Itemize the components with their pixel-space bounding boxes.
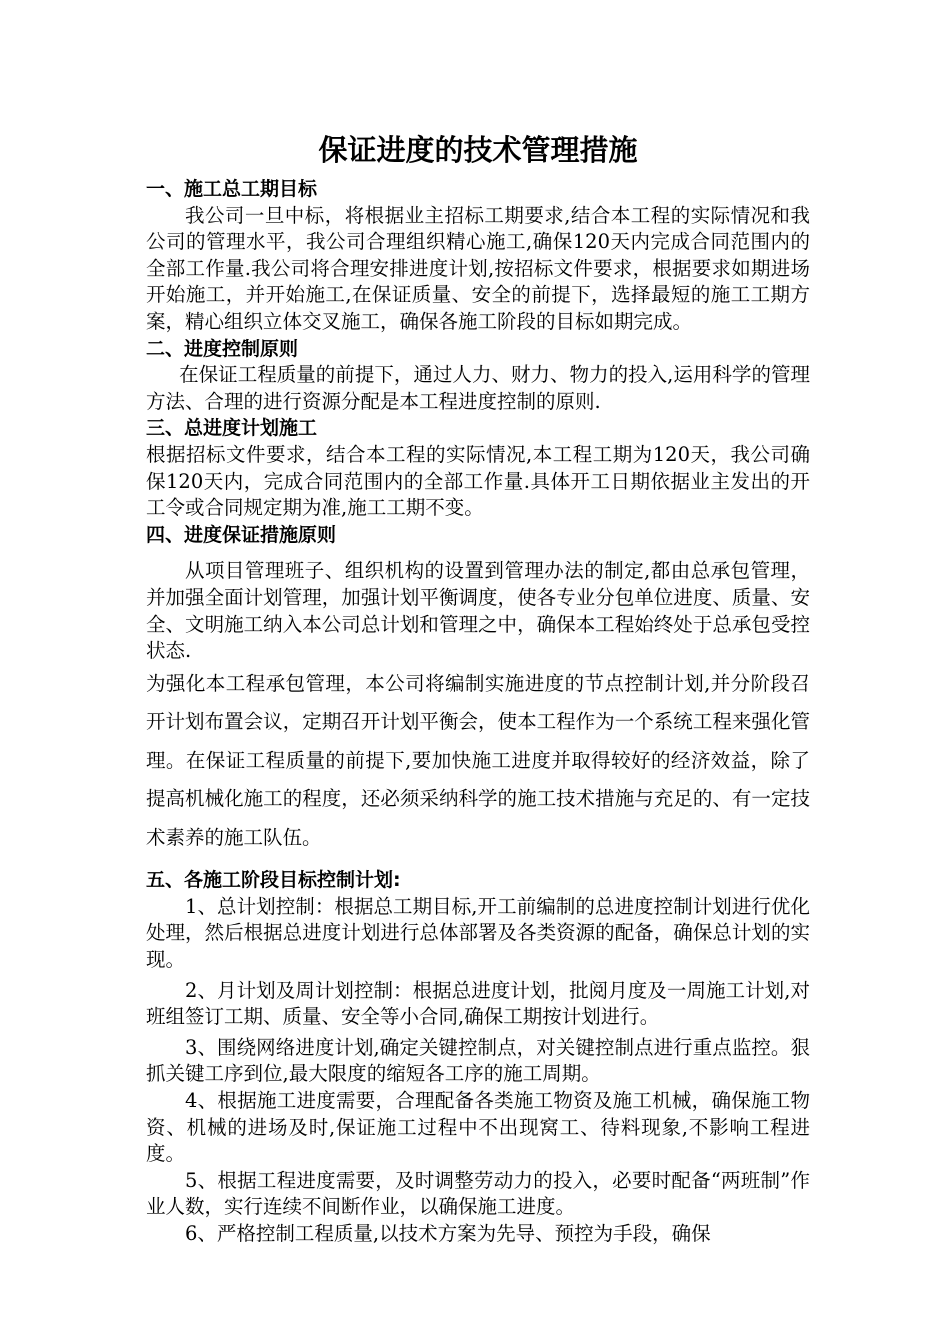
plan-item-6: 6、严格控制工程质量,以技术方案为先导、预控为手段，确保 (185, 1221, 711, 1245)
plan-item-5: 5、根据工程进度需要，及时调整劳动力的投入，必要时配备“两班制”作业人数，实行连续不间断作业，以确保施工进度。 (146, 1168, 810, 1219)
section-4-paragraph-1: 从项目管理班子、组织机构的设置到管理办法的制定,都由总承包管理，并加强全面计划管理，加强计划平衡调度，使各专业分包单位进度、质量、安全、文明施工纳入本公司总计划和管理之中，确保本工程始终处于总承包受控状态. (146, 559, 810, 663)
section-heading-4: 四、进度保证措施原则 (146, 523, 337, 546)
document-title: 保证进度的技术管理措施 (318, 133, 638, 167)
section-2-paragraph: 在保证工程质量的前提下，通过人力、财力、物力的投入,运用科学的管理方法、合理的进行资源分配是本工程进度控制的原则. (146, 363, 810, 413)
section-3-paragraph: 根据招标文件要求，结合本工程的实际情况,本工程工期为120天，我公司确保120天内，完成合同范围内的全部工作量.具体开工日期依据业主发出的开工令或合同规定期为准,施工工期不变。 (146, 442, 810, 520)
section-heading-2: 二、进度控制原则 (146, 337, 299, 360)
plan-item-3: 3、围绕网络进度计划,确定关键控制点，对关键控制点进行重点监控。狠抓关键工序到位,最大限度的缩短各工序的施工周期。 (146, 1035, 810, 1086)
document-page (146, 130, 810, 1248)
plan-item-1: 1、总计划控制：根据总工期目标,开工前编制的总进度控制计划进行优化处理，然后根据总进度计划进行总体部署及各类资源的配备，确保总计划的实现。 (146, 894, 810, 971)
section-4-paragraph-2: 为强化本工程承包管理，本公司将编制实施进度的节点控制计划,并分阶段召开计划布置会议，定期召开计划平衡会，使本工程作为一个系统工程来强化管理。在保证工程质量的前提下,要加快施工进度并取得较好的经济效益，除了提高机械化施工的程度，还必须采纳科学的施工技术措施与充足的、有一定技术素养的施工队伍。 (146, 671, 810, 849)
section-1-paragraph: 我公司一旦中标，将根据业主招标工期要求,结合本工程的实际情况和我公司的管理水平，我公司合理组织精心施工,确保120天内完成合同范围内的全部工作量.我公司将合理安排进度计划,按招标文件要求，根据要求如期进场开始施工，并开始施工,在保证质量、安全的前提下，选择最短的施工工期方案，精心组织立体交叉施工，确保各施工阶段的目标如期完成。 (146, 203, 810, 333)
plan-item-2: 2、月计划及周计划控制：根据总进度计划，批阅月度及一周施工计划,对班组签订工期、质量、安全等小合同,确保工期按计划进行。 (146, 978, 810, 1029)
section-heading-3: 三、总进度计划施工 (146, 417, 318, 440)
section-heading-1: 一、施工总工期目标 (146, 178, 318, 200)
section-heading-5: 五、各施工阶段目标控制计划: (146, 869, 401, 892)
plan-item-4: 4、根据施工进度需要，合理配备各类施工物资及施工机械，确保施工物资、机械的进场及时,保证施工过程中不出现窝工、待料现象,不影响工程进度。 (146, 1088, 810, 1166)
